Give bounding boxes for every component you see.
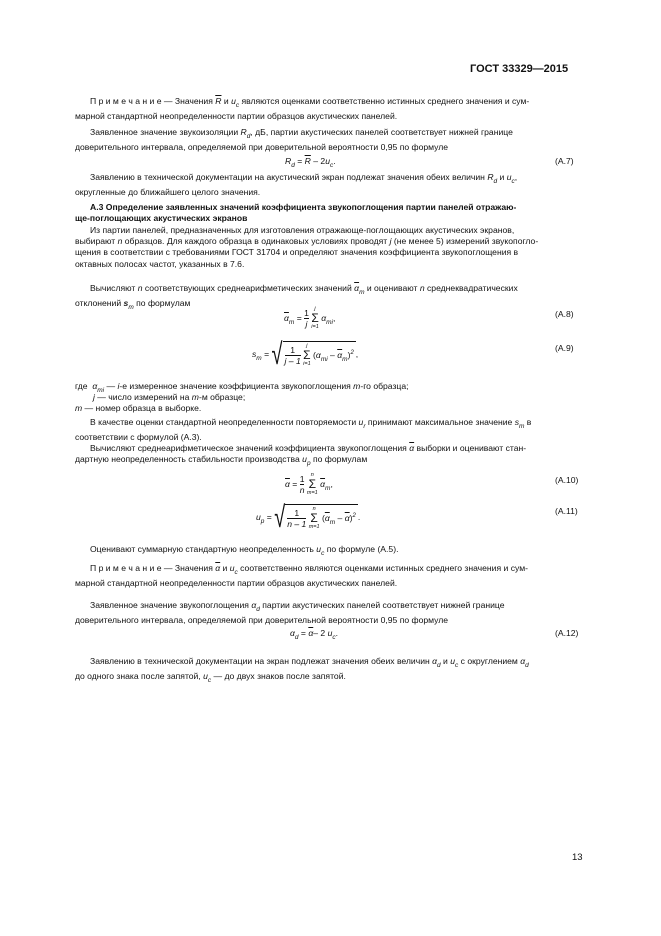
paragraph-sampling: Из партии панелей, предназначенных для изготовления отражающе-поглощающих акустических экранов, выбирают n образцов. Для каждого образца в одинаковых условиях проводят j (не менее 5) измерений звукопогло- щения в соответствии с требованиями ГОСТ 31704 и определяют значения коэффициента звукопоглощения в октавных полосах частот, указанных в 7.6. [75,225,539,269]
paragraph-declared-absorption: Заявленное значение звукопоглощения $\alpha_d$ партии акустических панелей соответствует нижней границе доверительного интервала, определяемой при доверительной вероятности 0,95 по формуле [75,600,505,626]
paragraph-final-declaration: Заявлению в технической документации на экран подлежат значения обеих величин $\alpha_d$ и $u_c$ с округлением $\alpha_d$ до одного знака после запятой, $u_c$ — до двух знаков после запятой. [75,656,529,685]
formula-a12: $\alpha_d = \overline{\alpha}-$ 2 $u_c$. [290,628,338,641]
formula-a11: $u_p$ = √ $\frac{1}{n - 1}$ n Σ m=1 $(\overline{\alpha}_m - \overline{\alpha})^2$ . [256,501,361,534]
paragraph-declaration: Заявлению в технической документации на акустический экран подлежат значения обеих величин $R_d$ и $u_c$, округленные до ближайшего целого значения. [75,172,518,198]
note-paragraph-1: П р и м е ч а н и е — Значения $\overline{R}$ и $u_c$ являются оценками соответственно истинных среднего значения и сум- марной стандартной неопределенности партии образцов акустических панелей. [75,96,530,122]
formula-number-a9: (A.9) [555,343,574,353]
formula-a9: $s_m$ = √ $\frac{1}{j - 1}$ j Σ i=1 $(\alpha_{mi} - \overline{\alpha}_m)^2$ , [252,338,359,371]
paragraph-sample-mean: Вычисляют среднеарифметическое значений коэффициента звукопоглощения $\overline{\alpha}$ выборки и оценивают стан- дартную неопределенность стабильности производства $u_p$ по формулам [75,443,527,468]
paragraph-sound-insulation: Заявленное значение звукоизоляции $R_d$, дБ, партии акустических панелей соответствует нижней границе доверительного интервала, определяемой при доверительной вероятности 0,95 по формуле [75,127,513,153]
where-line-2: j — число измерений на m-м образце; [93,392,246,402]
page-number: 13 [572,852,583,863]
paragraph-combined-uncertainty: Оценивают суммарную стандартную неопределенность $u_c$ по формуле (А.5). [90,544,399,557]
section-heading-a3: А.3 Определение заявленных значений коэффициента звукопоглощения партии панелей отражаю- ще-поглощающих акустических экранов [75,202,517,224]
paragraph-repeatability: В качестве оценки стандартной неопределенности повторяемости $u_r$ принимают максимальное значение $s_m$ в соответствии с формулой (А.3). [75,417,532,443]
formula-a7: $R_d = \overline{R} - 2u_c$. [285,156,336,169]
paragraph-compute-means: Вычисляют n соответствующих среднеарифметических значений $\overline{\alpha}_m$ и оценивают n среднеквадратических отклонений $s_m$ по формулам [75,283,518,312]
document-code: ГОСТ 33329—2015 [470,63,569,75]
note-paragraph-2: П р и м е ч а н и е — Значения $\overline{\alpha}$ и $u_c$ соответственно являются оценками истинных среднего значения и сум- марной стандартной неопределенности партии образцов акустических панелей. [75,563,528,589]
formula-number-a11: (A.11) [555,506,578,516]
formula-number-a7: (A.7) [555,156,574,166]
formula-a8: $\overline{\alpha}_m$ = $\frac{1}{j}$ j Σ i=1 $\alpha_{mi}$, [284,306,336,330]
formula-number-a12: (A.12) [555,628,579,638]
where-line-1: где $\alpha_{mi}$ — i-е измеренное значение коэффициента звукопоглощения m-го образца; [75,381,409,394]
where-line-3: m — номер образца в выборке. [75,403,202,413]
formula-number-a8: (A.8) [555,309,574,319]
formula-number-a10: (A.10) [555,475,579,485]
formula-a10: $\overline{\alpha}$ = $\frac{1}{n}$ n Σ m=1 $\overline{\alpha}_m$, [285,472,333,496]
